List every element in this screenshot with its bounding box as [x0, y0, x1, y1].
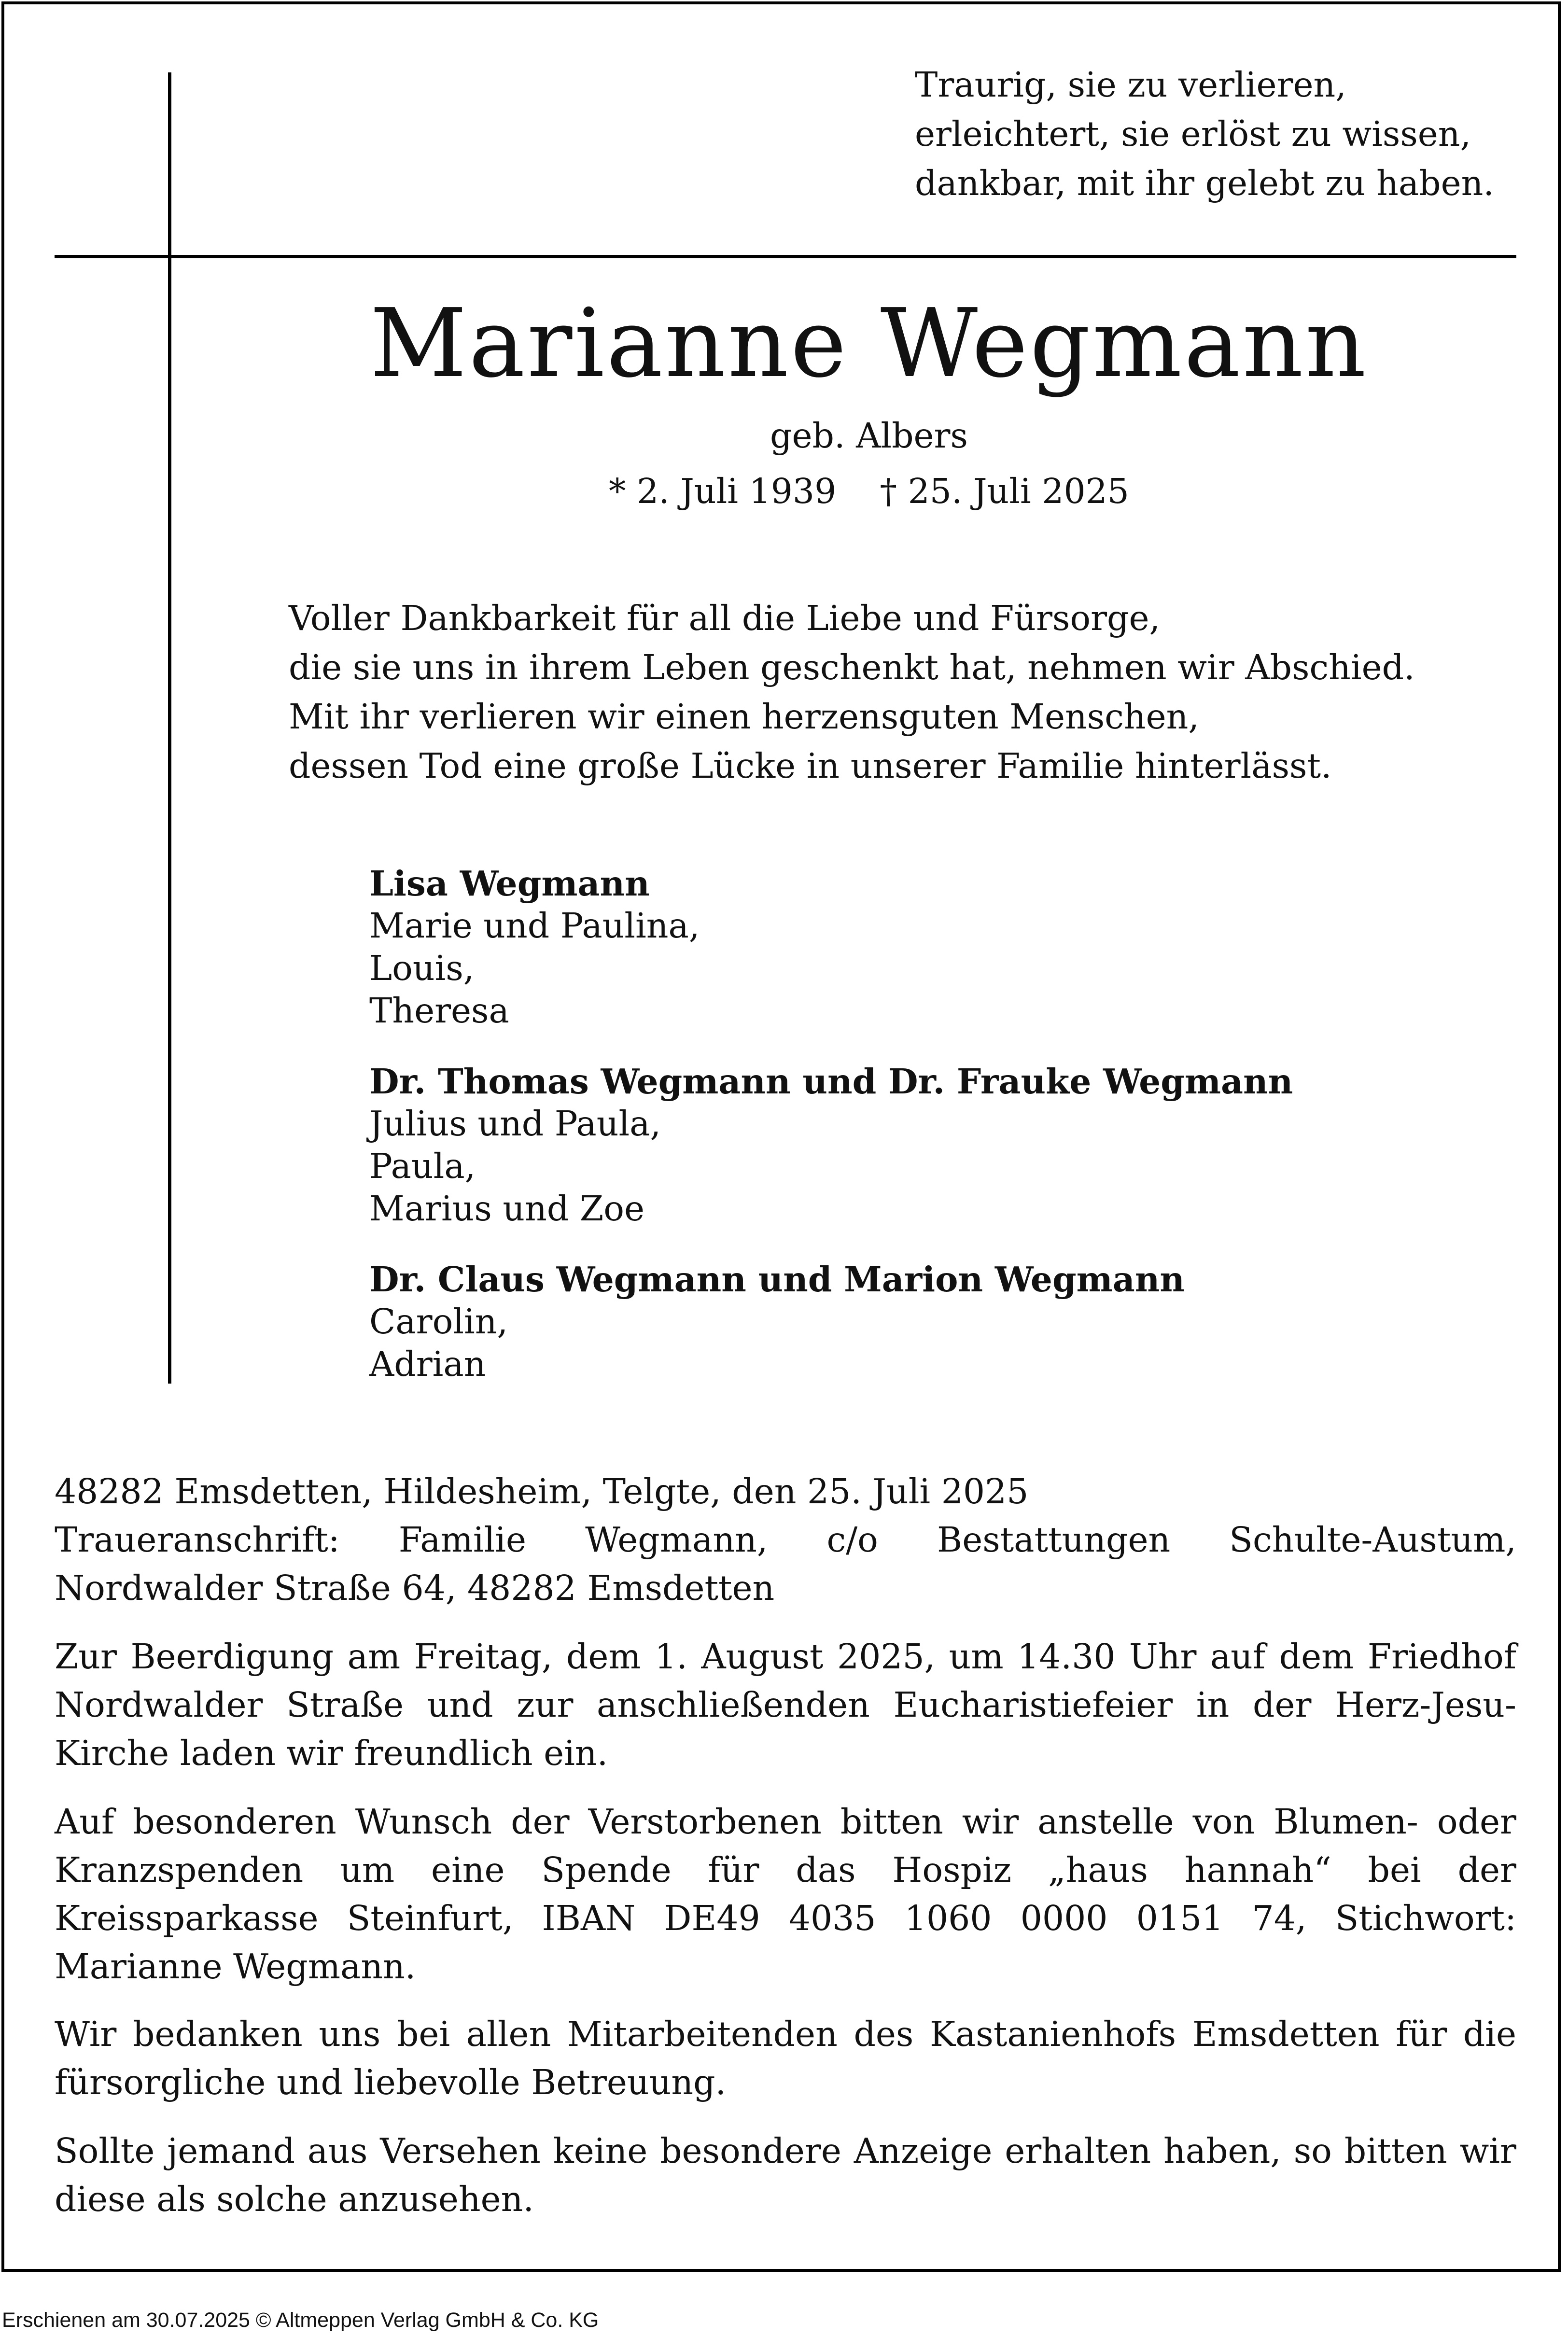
cross-vertical-bar: [168, 72, 171, 1384]
intro-line: dessen Tod eine große Lücke in unserer Familie hinterlässt.: [289, 746, 1332, 786]
notice-line: Sollte jemand aus Versehen keine besondere Anzeige erhalten haben, so bitten wir: [55, 2131, 1516, 2171]
funeral-line: Zur Beerdigung am Freitag, dem 1. August 2025, um 14.30 Uhr auf dem Friedhof: [55, 1637, 1516, 1677]
life-dates: [174, 470, 1564, 513]
born-name: geb. Albers: [770, 416, 968, 456]
address-line: Traueranschrift: Familie Wegmann, c/o Bestattungen Schulte-Austum,: [55, 1520, 1516, 1560]
address-line: Nordwalder Straße 64, 48282 Emsdetten: [55, 1568, 775, 1608]
donation-line: Kranzspenden um eine Spende für das Hospiz „haus hannah“ bei der: [55, 1850, 1516, 1890]
motto-line: Traurig, sie zu verlieren,: [915, 65, 1346, 105]
donation-paragraph: [55, 1798, 1516, 1991]
death-date: † 25. Juli 2025: [880, 471, 1129, 511]
donation-line: Marianne Wegmann.: [55, 1946, 416, 1987]
family-member: Marius und Zoe: [369, 1189, 644, 1229]
intro-text: [289, 594, 1525, 791]
family-group-1: [369, 862, 1480, 1032]
intro-line: Mit ihr verlieren wir einen herzensguten Menschen,: [289, 697, 1199, 737]
thanks-paragraph: [55, 2010, 1516, 2107]
motto-verse: [915, 60, 1542, 208]
family-member: Louis,: [369, 948, 475, 988]
deceased-name: Marianne Wegmann: [370, 289, 1368, 399]
publication-footer: Erschienen am 30.07.2025 © Altmeppen Verlag GmbH & Co. KG: [2, 2309, 599, 2332]
family-head: Dr. Claus Wegmann und Marion Wegmann: [369, 1259, 1185, 1300]
notice-paragraph: [55, 2127, 1516, 2224]
family-group-2: [369, 1060, 1480, 1230]
intro-line: Voller Dankbarkeit für all die Liebe und Fürsorge,: [289, 598, 1161, 638]
birth-date: * 2. Juli 1939: [609, 471, 837, 511]
family-member: Paula,: [369, 1146, 476, 1186]
family-head: Dr. Thomas Wegmann und Dr. Frauke Wegmann: [369, 1061, 1293, 1102]
family-head: Lisa Wegmann: [369, 863, 650, 904]
intro-line: die sie uns in ihrem Leben geschenkt hat, nehmen wir Abschied.: [289, 647, 1415, 687]
donation-line: Kreissparkasse Steinfurt, IBAN DE49 4035 1060 0000 0151 74, Stichwort:: [55, 1898, 1516, 1938]
place-date: 48282 Emsdetten, Hildesheim, Telgte, den 25. Juli 2025: [55, 1471, 1029, 1511]
place-and-address: [55, 1468, 1516, 1612]
family-member: Adrian: [369, 1344, 486, 1384]
family-member: Carolin,: [369, 1301, 508, 1342]
donation-line: Auf besonderen Wunsch der Verstorbenen bitten wir anstelle von Blumen- oder: [55, 1802, 1516, 1842]
thanks-line: fürsorgliche und liebevolle Betreuung.: [55, 2062, 727, 2102]
family-member: Julius und Paula,: [369, 1104, 661, 1144]
family-member: Marie und Paulina,: [369, 906, 700, 946]
motto-line: erleichtert, sie erlöst zu wissen,: [915, 114, 1471, 154]
funeral-line: Nordwalder Straße und zur anschließenden Eucharistiefeier in der Herz-Jesu-: [55, 1685, 1516, 1725]
thanks-line: Wir bedanken uns bei allen Mitarbeitenden des Kastanienhofs Emsdetten für die: [55, 2014, 1516, 2054]
funeral-line: Kirche laden wir freundlich ein.: [55, 1733, 608, 1773]
motto-line: dankbar, mit ihr gelebt zu haben.: [915, 163, 1494, 203]
notice-line: diese als solche anzusehen.: [55, 2179, 534, 2219]
family-group-3: [369, 1258, 1480, 1385]
funeral-paragraph: [55, 1633, 1516, 1777]
family-member: Theresa: [369, 991, 509, 1031]
cross-horizontal-bar: [55, 255, 1516, 258]
